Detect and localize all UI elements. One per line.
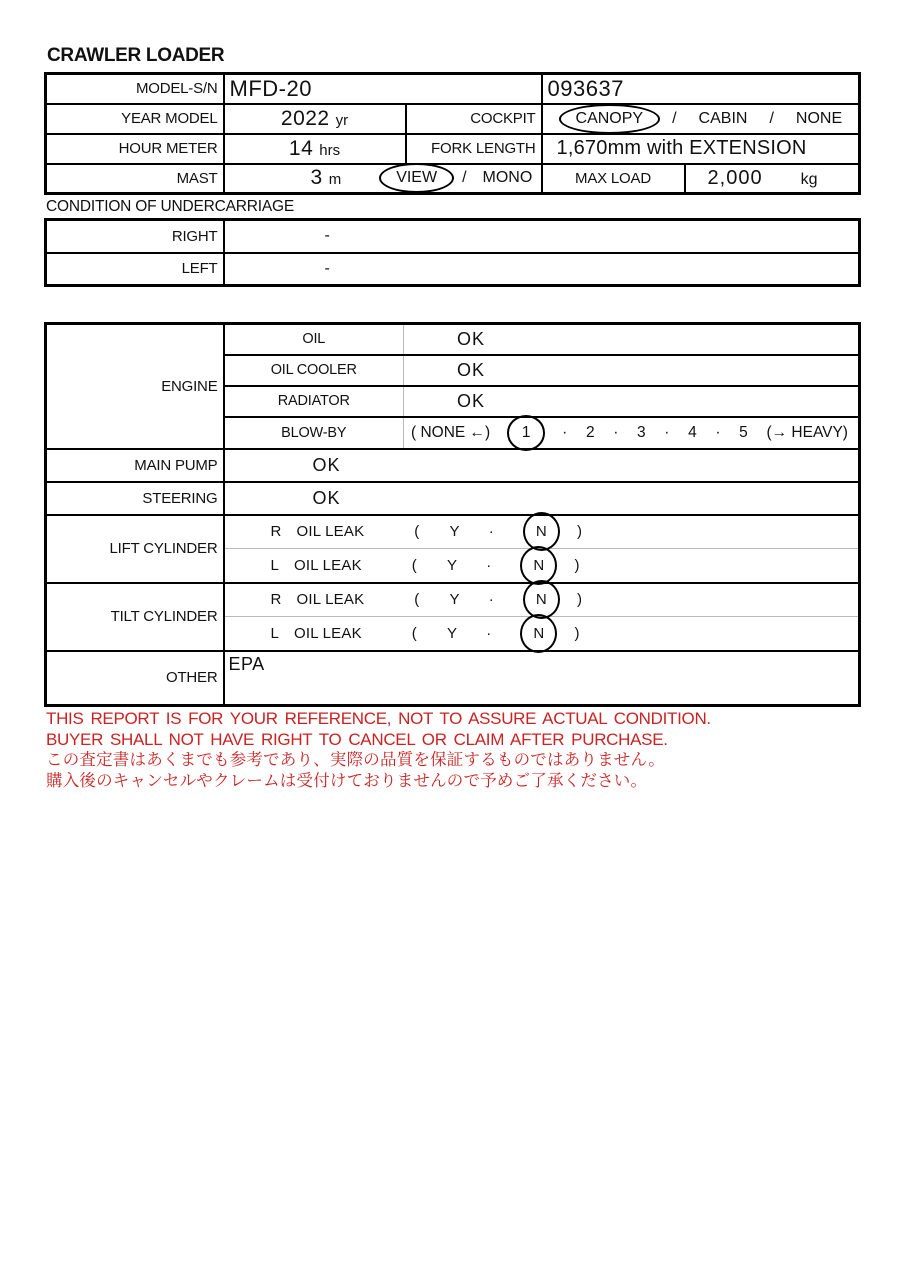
tilt-cylinder-label: TILT CYLINDER [46,583,224,651]
undercarriage-row-right [46,220,860,253]
option-no: N [535,591,547,609]
year-unit: yr [335,111,349,129]
spec-row-year [46,104,860,134]
cockpit-label: COCKPIT [406,104,542,134]
year-model-label: YEAR MODEL [46,104,224,134]
dot-separator: · [486,556,492,574]
other-value: EPA [224,651,860,706]
tilt-r-oil-leak-cell [224,583,860,617]
tilt-cylinder-r-row [46,583,860,617]
mast-height [311,166,342,190]
max-load-unit: kg [800,170,818,188]
oil-leak-label: OIL LEAK [296,591,365,609]
undercarriage-row-left [46,253,860,286]
slash-separator: / [769,109,774,127]
oil-leak-label: OIL LEAK [296,523,365,541]
left-label: LEFT [46,253,224,286]
right-value: - [224,220,860,253]
right-label: RIGHT [46,220,224,253]
side-l: L [270,624,280,642]
disclaimer-block [46,708,711,792]
disclaimer-line-ja-2: 購入後のキャンセルやクレームは受付けておりませんので予めご了承ください。 [46,772,648,790]
cockpit-option-none: NONE [795,109,843,127]
spec-table [44,72,861,195]
fork-length-label: FORK LENGTH [406,134,542,164]
paren-open: ( [414,591,420,609]
undercarriage-heading: CONDITION OF UNDERCARRIAGE [46,198,294,215]
steering-value: OK [224,482,860,515]
mast-option-view: VIEW [396,169,438,187]
lift-cylinder-r-row [46,515,860,549]
left-value: - [224,253,860,286]
side-l: L [270,556,280,574]
paren-close: ) [576,591,583,609]
disclaimer-line-en-2: BUYER SHALL NOT HAVE RIGHT TO CANCEL OR CLAIM AFTER PURCHASE. [46,730,668,749]
radiator-label: RADIATOR [224,386,404,417]
blow-by-none-prefix: ( NONE ←) [411,423,491,441]
side-r: R [270,591,282,609]
cockpit-selection-ellipse [559,104,661,134]
hour-value: 14 [288,136,314,160]
cockpit-options-cell [542,104,860,134]
dot-separator: · [488,523,494,541]
paren-open: ( [414,523,420,541]
slash-separator: / [672,109,677,127]
max-load-value: 2,000 [707,166,763,189]
dot-separator: · [486,624,492,642]
mast-value-cell [224,164,542,194]
disclaimer-line-en-1: THIS REPORT IS FOR YOUR REFERENCE, NOT TO ASSURE ACTUAL CONDITION. [46,709,711,728]
year-value-cell [224,104,406,134]
dot-separator: · [488,591,494,609]
steering-label: STEERING [46,482,224,515]
dot-separator: · [562,423,568,441]
blow-by-scale-cell [404,417,860,449]
engine-label: ENGINE [46,324,224,449]
oil-cooler-value: OK [404,355,860,386]
mast-option-mono: MONO [482,169,533,187]
cockpit-option-cabin: CABIN [698,109,748,127]
steering-row [46,482,860,515]
radiator-value: OK [404,386,860,417]
dot-separator: · [613,423,619,441]
other-row [46,651,860,706]
other-label: OTHER [46,651,224,706]
option-yes: Y [447,624,458,642]
dot-separator: · [715,423,721,441]
lift-l-oil-leak-cell [224,549,860,583]
tilt-l-selection-ellipse [520,614,557,653]
blow-by-selection-ellipse [507,415,546,451]
main-pump-label: MAIN PUMP [46,449,224,482]
serial-value: 093637 [542,74,860,104]
blow-by-scale-1: 1 [521,423,531,441]
paren-close: ) [574,624,580,642]
lift-r-oil-leak-cell [224,515,860,549]
mast-label: MAST [46,164,224,194]
blow-by-scale-4: 4 [688,423,697,441]
main-pump-row [46,449,860,482]
mast-value: 3 [310,166,323,190]
blow-by-scale-5: 5 [739,423,748,441]
hour-value-cell [224,134,406,164]
dot-separator: · [664,423,670,441]
paren-open: ( [411,556,417,574]
spec-row-hour [46,134,860,164]
option-yes: Y [449,591,460,609]
hour-meter-label: HOUR METER [46,134,224,164]
option-yes: Y [447,556,458,574]
engine-oil-row [46,324,860,355]
option-no: N [533,556,545,574]
lift-cylinder-label: LIFT CYLINDER [46,515,224,583]
paren-open: ( [411,624,417,642]
disclaimer-line-ja-1: この査定書はあくまでも参考であり、実際の品質を保証するものではありません。 [46,751,665,769]
oil-label: OIL [224,324,404,355]
oil-leak-label: OIL LEAK [294,624,362,642]
option-no: N [533,624,545,642]
option-no: N [535,523,547,541]
option-yes: Y [449,523,460,541]
hour-unit: hrs [319,141,341,159]
undercarriage-table [44,218,861,287]
mast-unit: m [328,171,342,189]
max-load-label: MAX LOAD [542,164,685,194]
model-sn-label: MODEL-S/N [46,74,224,104]
main-pump-value: OK [224,449,860,482]
page-title: CRAWLER LOADER [47,45,225,66]
fork-length-value: 1,670mm with EXTENSION [542,134,860,164]
spec-row-model [46,74,860,104]
inspection-table [44,322,861,707]
oil-leak-label: OIL LEAK [294,556,362,574]
side-r: R [270,523,282,541]
slash-separator: / [462,169,467,187]
model-value: MFD-20 [224,74,542,104]
mast-selection-ellipse [379,163,454,193]
oil-cooler-label: OIL COOLER [224,355,404,386]
year-value: 2022 [280,106,330,130]
blow-by-scale-2: 2 [585,423,595,441]
lift-l-selection-ellipse [520,546,557,585]
oil-value: OK [404,324,860,355]
tilt-l-oil-leak-cell [224,617,860,651]
paren-close: ) [574,556,580,574]
cockpit-option-canopy: CANOPY [575,109,644,127]
blow-by-label: BLOW-BY [224,417,404,449]
spec-row-mast [46,164,860,194]
blow-by-scale-3: 3 [637,423,646,441]
blow-by-heavy-suffix: (→ HEAVY) [766,423,848,441]
max-load-cell [685,164,860,194]
paren-close: ) [576,523,583,541]
